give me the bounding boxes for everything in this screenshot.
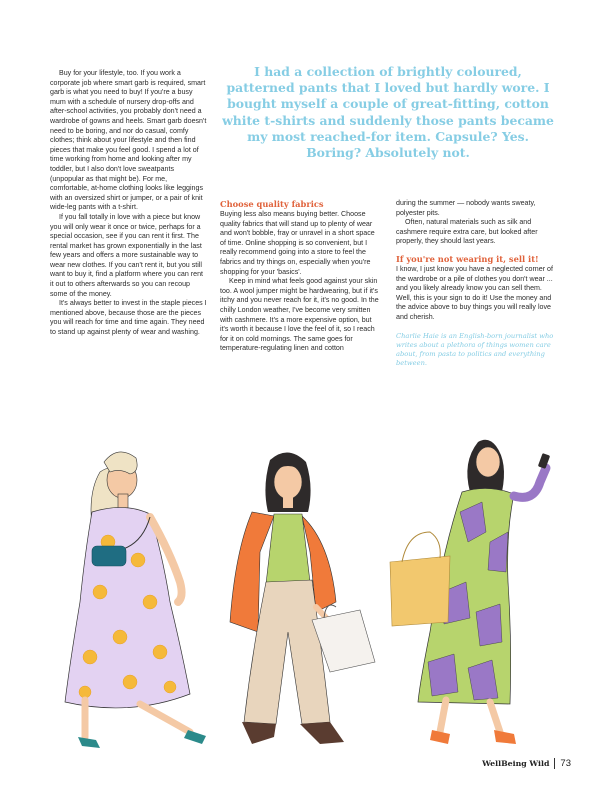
paragraph: Often, natural materials such as silk and cashmere require extra care, but looked after properly, they should last years. [396, 218, 538, 246]
section-heading: Choose quality fabrics [220, 199, 324, 209]
footer-divider [554, 758, 555, 769]
paragraph: Keep in mind what feels good against your skin too. A wool jumper might be hardwearing, but if it's itchy and you never reach for it, it's no good. In the chilly London weather, I've become very smitten with cashmere. It's a more expensive option, but it's worth it because I love the feel of it, so I reach for it on cold mornings. The same goes for temperature-regulating linen and cotton [220, 277, 379, 353]
paragraph: If you fall totally in love with a piece but know you will only wear it once or twice, perhaps for a special occasion, see if you can rent it first. The rental market has grown exponentially in the last few years and offers a more sustainable way to wear new clothes. If you can't rent it, but you still want to buy it, find a platform where you can rent it out to others afterwards so you can recoup some of the money. [50, 212, 203, 298]
woman-in-sun-dress [65, 452, 206, 748]
three-women-shopping-illustration [30, 432, 570, 764]
page-number: 73 [560, 758, 571, 769]
woman-in-orange-jacket [230, 452, 375, 744]
paragraph: I know, I just know you have a neglected corner of the wardrobe or a pile of clothes you don't wear ... and you likely already know you can sell them. Well, this is your sign to do it! Use the money and the advice above to buy things you will really love and cherish. [396, 264, 553, 321]
paragraph: during the summer — nobody wants sweaty, polyester pits. [396, 199, 536, 217]
paragraph: Buy for your lifestyle, too. If you work a corporate job where smart garb is required, smart garb is what you need to buy! If you're a busy mum with a schedule of nursery drop-offs and after-school activities, you probably don't need a wardrobe of gowns and heels. Smart garb doesn't need to be boring, and nor do casual, comfy clothes; think about your lifestyle and then find pieces that make you feel good. I spend a lot of time working from home and looking after my toddler, but I also don't love sweatpants (unpopular as that might be). For me, comfortable, at-home clothing looks like leggings with an oversized shirt or jumper, or a pair of knit wide-leg pants with a t-shirt. [50, 69, 207, 212]
woman-with-phone [390, 440, 550, 744]
paragraph: It's always better to invest in the staple pieces I mentioned above, because those are the pieces you will reach for time and time again. They need to stand up against plenty of wear and washing. [50, 299, 207, 337]
magazine-name: WellBeing Wild [482, 759, 550, 768]
body-column-2 [220, 199, 380, 354]
paragraph: Buying less also means buying better. Choose quality fabrics that will stand up to plenty of wear and won't bobble, fray or unravel in a short space of time. Online shopping is so convenient, but I really recommend going into a store to feel the fabrics and try things on, especially when you're shopping for your 'basics'. [220, 210, 375, 276]
pull-quote: I had a collection of brightly coloured, patterned pants that I loved but hardly wore. I bought myself a couple of great-fitting, cotton white t-shirts and suddenly those pants became my most reached-for item. Capsule? Yes. Boring? Absolutely not. [222, 64, 554, 161]
body-column-1 [50, 69, 207, 338]
section-heading: If you're not wearing it, sell it! [396, 253, 539, 264]
author-credit: Charlie Haie is an English-born journalist who writes about a plethora of things women care about, from pasta to politics and everything between. [396, 331, 554, 368]
page-footer [482, 758, 571, 769]
body-column-3 [396, 199, 556, 368]
